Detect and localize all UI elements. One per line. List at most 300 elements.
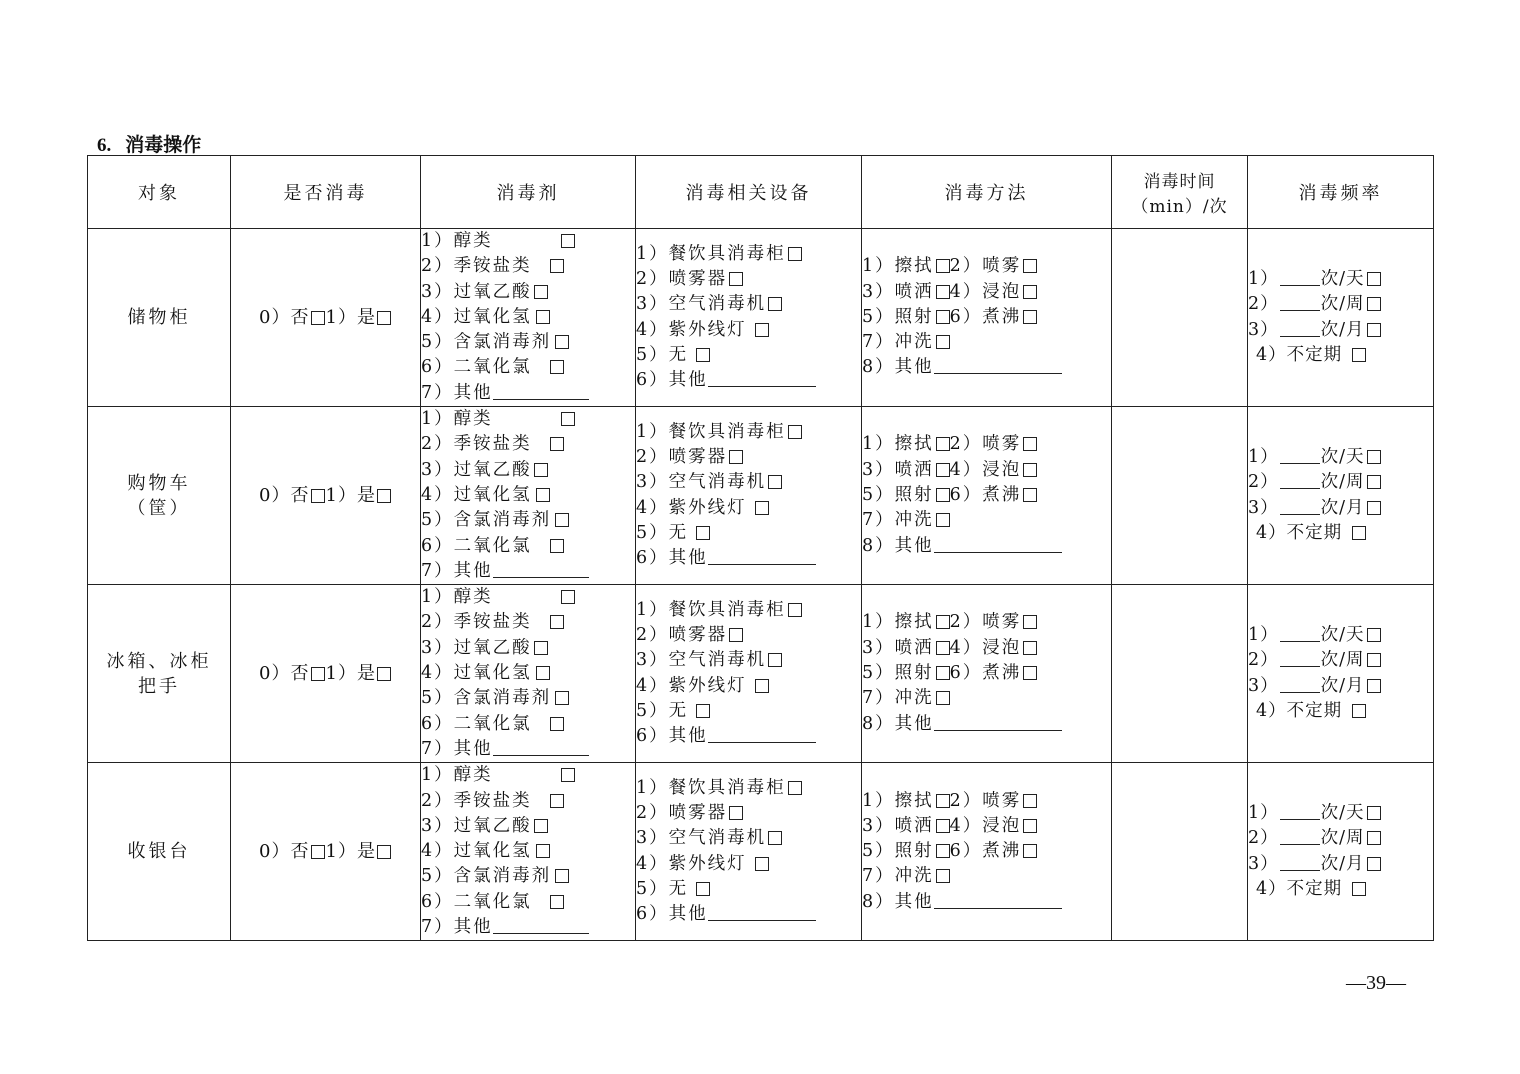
checkbox[interactable] xyxy=(1352,348,1366,362)
checkbox[interactable] xyxy=(536,310,550,324)
agent-option xyxy=(421,763,635,788)
checkbox[interactable] xyxy=(936,259,950,273)
choice-label: 1）是 xyxy=(325,841,376,863)
blank-line[interactable] xyxy=(708,368,816,387)
method-label: 1）擦拭 xyxy=(862,612,934,633)
frequency-irregular: 4）不定期 xyxy=(1256,700,1343,721)
checkbox[interactable] xyxy=(1367,501,1381,515)
header-object: 对象 xyxy=(88,156,231,229)
agent-option xyxy=(421,864,635,889)
checkbox[interactable] xyxy=(536,488,550,502)
frequency-option xyxy=(1248,267,1433,292)
checkbox[interactable] xyxy=(936,844,950,858)
header-disinfect: 是否消毒 xyxy=(231,156,421,229)
frequency-irregular: 4）不定期 xyxy=(1256,879,1343,900)
checkbox[interactable] xyxy=(1023,488,1037,502)
disinfection-table xyxy=(87,155,1434,941)
agent-option xyxy=(421,559,635,584)
blank-line[interactable] xyxy=(1280,267,1320,286)
agent-option xyxy=(421,814,635,839)
checkbox[interactable] xyxy=(729,806,743,820)
method-label: 6）煮沸 xyxy=(949,306,1022,327)
blank-line[interactable] xyxy=(1280,292,1320,311)
choice-label: 0）否 xyxy=(259,841,310,863)
checkbox[interactable] xyxy=(1367,475,1381,489)
method-label: 1）擦拭 xyxy=(862,256,934,277)
checkbox[interactable] xyxy=(755,323,769,337)
equipment-label: 3）空气消毒机 xyxy=(636,650,767,671)
frequency-unit: 次/天 xyxy=(1320,625,1365,646)
frequency-number: 3） xyxy=(1248,675,1279,696)
method-option xyxy=(862,610,1111,635)
time-cell[interactable] xyxy=(1112,229,1248,407)
checkbox[interactable] xyxy=(936,437,950,451)
method-label: 1）擦拭 xyxy=(862,790,934,811)
equipment-option xyxy=(636,877,861,902)
object-cell xyxy=(88,407,231,585)
blank-line[interactable] xyxy=(1280,445,1320,464)
equipment-label: 1）餐饮具消毒柜 xyxy=(636,777,786,798)
checkbox[interactable] xyxy=(1023,285,1037,299)
checkbox[interactable] xyxy=(729,450,743,464)
checkbox[interactable] xyxy=(755,501,769,515)
checkbox[interactable] xyxy=(311,845,325,859)
blank-line[interactable] xyxy=(493,381,589,400)
equipment-option xyxy=(636,420,861,445)
checkbox[interactable] xyxy=(561,590,575,604)
frequency-option xyxy=(1248,292,1433,317)
frequency-number: 1） xyxy=(1248,268,1279,289)
frequency-unit: 次/周 xyxy=(1320,650,1365,671)
agent-label: 6）二氧化氯 xyxy=(421,535,532,556)
checkbox[interactable] xyxy=(1023,844,1037,858)
method-option xyxy=(862,330,1111,355)
checkbox[interactable] xyxy=(755,679,769,693)
frequency-option xyxy=(1248,648,1433,673)
agent-label: 5）含氯消毒剂 xyxy=(421,866,552,887)
checkbox[interactable] xyxy=(377,311,391,325)
equipment-label: 5）无 xyxy=(636,700,689,721)
agent-label: 6）二氧化氯 xyxy=(421,891,532,912)
method-label: 6）煮沸 xyxy=(949,841,1022,862)
frequency-unit: 次/天 xyxy=(1320,803,1365,824)
agent-options xyxy=(421,585,636,763)
checkbox[interactable] xyxy=(534,641,548,655)
checkbox[interactable] xyxy=(1367,450,1381,464)
agent-option xyxy=(421,737,635,762)
frequency-number: 2） xyxy=(1248,650,1279,671)
agent-option xyxy=(421,381,635,406)
checkbox[interactable] xyxy=(936,869,950,883)
agent-options xyxy=(421,763,636,941)
object-cell xyxy=(88,585,231,763)
checkbox[interactable] xyxy=(1023,310,1037,324)
checkbox[interactable] xyxy=(1023,437,1037,451)
agent-option xyxy=(421,534,635,559)
checkbox[interactable] xyxy=(377,845,391,859)
section-number: 6. xyxy=(97,135,112,156)
checkbox[interactable] xyxy=(534,463,548,477)
agent-option xyxy=(421,915,635,940)
checkbox[interactable] xyxy=(561,412,575,426)
method-option xyxy=(862,789,1111,814)
frequency-irregular: 4）不定期 xyxy=(1256,344,1343,365)
checkbox[interactable] xyxy=(1023,666,1037,680)
object-label: 冰箱、冰柜 xyxy=(106,650,212,672)
agent-label: 1）醇类 xyxy=(421,765,493,786)
equipment-option xyxy=(636,826,861,851)
checkbox[interactable] xyxy=(555,869,569,883)
blank-line[interactable] xyxy=(1280,318,1320,337)
checkbox[interactable] xyxy=(936,488,950,502)
section-title xyxy=(97,130,201,157)
disinfect-choice-cell xyxy=(231,763,421,941)
checkbox[interactable] xyxy=(768,831,782,845)
method-label: 3）喷洒 xyxy=(862,637,934,658)
disinfect-choice xyxy=(231,661,420,686)
agent-option xyxy=(421,661,635,686)
method-label: 8）其他 xyxy=(862,713,934,734)
checkbox[interactable] xyxy=(1352,526,1366,540)
method-label: 3）喷洒 xyxy=(862,281,934,302)
method-label: 7）冲洗 xyxy=(862,866,934,887)
method-option xyxy=(862,686,1111,711)
frequency-option xyxy=(1248,470,1433,495)
checkbox[interactable] xyxy=(311,667,325,681)
checkbox[interactable] xyxy=(936,641,950,655)
method-label: 8）其他 xyxy=(862,535,934,556)
checkbox[interactable] xyxy=(555,335,569,349)
agent-label: 1）醇类 xyxy=(421,231,493,251)
method-option xyxy=(862,839,1111,864)
method-option xyxy=(862,508,1111,533)
method-option xyxy=(862,636,1111,661)
checkbox[interactable] xyxy=(788,781,802,795)
checkbox[interactable] xyxy=(536,666,550,680)
agent-label: 1）醇类 xyxy=(421,587,493,608)
equipment-label: 4）紫外线灯 xyxy=(636,497,747,518)
blank-line[interactable] xyxy=(708,546,816,565)
blank-line[interactable] xyxy=(1280,801,1320,820)
equipment-option xyxy=(636,318,861,343)
method-label: 2）喷雾 xyxy=(949,434,1022,455)
checkbox[interactable] xyxy=(936,615,950,629)
blank-line[interactable] xyxy=(934,890,1062,909)
checkbox[interactable] xyxy=(1367,653,1381,667)
checkbox[interactable] xyxy=(936,691,950,705)
agent-label: 6）二氧化氯 xyxy=(421,713,532,734)
blank-line[interactable] xyxy=(1280,852,1320,871)
agent-label: 2）季铵盐类 xyxy=(421,612,532,633)
checkbox[interactable] xyxy=(696,526,710,540)
object-cell xyxy=(88,763,231,941)
blank-line[interactable] xyxy=(1280,648,1320,667)
method-option xyxy=(862,305,1111,330)
object-cell xyxy=(88,229,231,407)
agent-option xyxy=(421,280,635,305)
choice-label: 1）是 xyxy=(325,663,376,685)
table-row xyxy=(88,407,1434,585)
checkbox[interactable] xyxy=(696,882,710,896)
checkbox[interactable] xyxy=(1367,297,1381,311)
agent-option xyxy=(421,508,635,533)
checkbox[interactable] xyxy=(936,463,950,477)
method-option xyxy=(862,814,1111,839)
time-cell[interactable] xyxy=(1112,763,1248,941)
frequency-option xyxy=(1248,801,1433,826)
method-option xyxy=(862,534,1111,559)
header-time-label: 消毒时间 xyxy=(1143,172,1216,192)
agent-label: 2）季铵盐类 xyxy=(421,434,532,455)
checkbox[interactable] xyxy=(788,247,802,261)
method-label: 4）浸泡 xyxy=(949,815,1022,836)
equipment-option xyxy=(636,648,861,673)
equipment-option xyxy=(636,674,861,699)
checkbox[interactable] xyxy=(555,691,569,705)
checkbox[interactable] xyxy=(561,234,575,248)
checkbox[interactable] xyxy=(1352,882,1366,896)
checkbox[interactable] xyxy=(1367,323,1381,337)
checkbox[interactable] xyxy=(561,768,575,782)
method-label: 8）其他 xyxy=(862,357,934,378)
agent-option xyxy=(421,585,635,610)
method-options xyxy=(862,229,1112,407)
disinfect-choice-cell xyxy=(231,229,421,407)
agent-label: 5）含氯消毒剂 xyxy=(421,510,552,531)
method-label: 2）喷雾 xyxy=(949,256,1022,277)
checkbox[interactable] xyxy=(1023,794,1037,808)
method-label: 5）照射 xyxy=(862,484,934,505)
equipment-option xyxy=(636,852,861,877)
method-label: 1）擦拭 xyxy=(862,434,934,455)
equipment-label: 2）喷雾器 xyxy=(636,803,728,824)
method-label: 3）喷洒 xyxy=(862,459,934,480)
frequency-number: 3） xyxy=(1248,853,1279,874)
frequency-option xyxy=(1248,318,1433,343)
frequency-unit: 次/周 xyxy=(1320,294,1365,315)
header-agent: 消毒剂 xyxy=(421,156,636,229)
choice-label: 1）是 xyxy=(325,306,376,328)
blank-line[interactable] xyxy=(493,915,589,934)
method-option xyxy=(862,280,1111,305)
method-label: 2）喷雾 xyxy=(949,612,1022,633)
agent-option xyxy=(421,254,635,279)
equipment-option xyxy=(636,724,861,749)
frequency-option xyxy=(1248,343,1433,368)
frequency-unit: 次/周 xyxy=(1320,828,1365,849)
agent-option xyxy=(421,432,635,457)
checkbox[interactable] xyxy=(550,895,564,909)
checkbox[interactable] xyxy=(1023,641,1037,655)
method-label: 5）照射 xyxy=(862,306,934,327)
checkbox[interactable] xyxy=(936,819,950,833)
equipment-label: 1）餐饮具消毒柜 xyxy=(636,421,786,442)
checkbox[interactable] xyxy=(550,360,564,374)
frequency-number: 3） xyxy=(1248,497,1279,518)
checkbox[interactable] xyxy=(1367,831,1381,845)
agent-label: 3）过氧乙酸 xyxy=(421,281,532,302)
checkbox[interactable] xyxy=(555,513,569,527)
blank-line[interactable] xyxy=(934,534,1062,553)
time-cell[interactable] xyxy=(1112,585,1248,763)
equipment-option xyxy=(636,292,861,317)
frequency-unit: 次/周 xyxy=(1320,472,1365,493)
checkbox[interactable] xyxy=(768,297,782,311)
checkbox[interactable] xyxy=(536,844,550,858)
checkbox[interactable] xyxy=(550,539,564,553)
checkbox[interactable] xyxy=(1367,857,1381,871)
header-time-unit: （min）/次 xyxy=(1131,197,1228,217)
agent-option xyxy=(421,483,635,508)
equipment-option xyxy=(636,343,861,368)
checkbox[interactable] xyxy=(311,311,325,325)
checkbox[interactable] xyxy=(311,489,325,503)
method-option xyxy=(862,483,1111,508)
agent-options xyxy=(421,229,636,407)
equipment-label: 4）紫外线灯 xyxy=(636,853,747,874)
frequency-options xyxy=(1248,585,1434,763)
checkbox[interactable] xyxy=(696,704,710,718)
method-options xyxy=(862,585,1112,763)
checkbox[interactable] xyxy=(377,667,391,681)
frequency-unit: 次/天 xyxy=(1320,447,1365,468)
equipment-option xyxy=(636,521,861,546)
header-frequency: 消毒频率 xyxy=(1248,156,1434,229)
checkbox[interactable] xyxy=(755,857,769,871)
agent-label: 5）含氯消毒剂 xyxy=(421,332,552,353)
time-cell[interactable] xyxy=(1112,407,1248,585)
blank-line[interactable] xyxy=(1280,674,1320,693)
method-label: 7）冲洗 xyxy=(862,688,934,709)
equipment-option xyxy=(636,242,861,267)
checkbox[interactable] xyxy=(1023,259,1037,273)
checkbox[interactable] xyxy=(1367,679,1381,693)
equipment-option xyxy=(636,496,861,521)
frequency-number: 3） xyxy=(1248,319,1279,340)
agent-option xyxy=(421,712,635,737)
blank-line[interactable] xyxy=(1280,826,1320,845)
blank-line[interactable] xyxy=(1280,623,1320,642)
equipment-label: 4）紫外线灯 xyxy=(636,319,747,340)
checkbox[interactable] xyxy=(936,513,950,527)
blank-line[interactable] xyxy=(1280,496,1320,515)
frequency-unit: 次/月 xyxy=(1320,853,1365,874)
method-label: 8）其他 xyxy=(862,891,934,912)
agent-label: 4）过氧化氢 xyxy=(421,841,532,862)
equipment-option xyxy=(636,445,861,470)
method-label: 3）喷洒 xyxy=(862,815,934,836)
checkbox[interactable] xyxy=(1352,704,1366,718)
choice-label: 0）否 xyxy=(259,484,310,506)
checkbox[interactable] xyxy=(1367,272,1381,286)
frequency-number: 2） xyxy=(1248,828,1279,849)
agent-label: 6）二氧化氯 xyxy=(421,357,532,378)
checkbox[interactable] xyxy=(1023,615,1037,629)
equipment-option xyxy=(636,776,861,801)
agent-label: 4）过氧化氢 xyxy=(421,663,532,684)
equipment-label: 2）喷雾器 xyxy=(636,447,728,468)
checkbox[interactable] xyxy=(936,666,950,680)
checkbox[interactable] xyxy=(788,603,802,617)
equipment-label: 5）无 xyxy=(636,522,689,543)
method-option xyxy=(862,355,1111,380)
checkbox[interactable] xyxy=(550,259,564,273)
checkbox[interactable] xyxy=(768,475,782,489)
method-label: 7）冲洗 xyxy=(862,332,934,353)
equipment-label: 2）喷雾器 xyxy=(636,625,728,646)
checkbox[interactable] xyxy=(729,272,743,286)
checkbox[interactable] xyxy=(768,653,782,667)
equipment-options xyxy=(636,763,862,941)
blank-line[interactable] xyxy=(708,724,816,743)
method-label: 6）煮沸 xyxy=(949,663,1022,684)
agent-option xyxy=(421,305,635,330)
agent-label: 3）过氧乙酸 xyxy=(421,459,532,480)
checkbox[interactable] xyxy=(936,310,950,324)
table-row xyxy=(88,229,1434,407)
frequency-option xyxy=(1248,826,1433,851)
blank-line[interactable] xyxy=(934,355,1062,374)
checkbox[interactable] xyxy=(550,717,564,731)
checkbox[interactable] xyxy=(550,615,564,629)
frequency-number: 1） xyxy=(1248,803,1279,824)
object-label: （筐） xyxy=(127,497,191,519)
checkbox[interactable] xyxy=(729,628,743,642)
checkbox[interactable] xyxy=(696,348,710,362)
blank-line[interactable] xyxy=(1280,470,1320,489)
checkbox[interactable] xyxy=(1367,628,1381,642)
checkbox[interactable] xyxy=(377,489,391,503)
checkbox[interactable] xyxy=(788,425,802,439)
header-equipment: 消毒相关设备 xyxy=(636,156,862,229)
checkbox[interactable] xyxy=(1023,463,1037,477)
checkbox[interactable] xyxy=(1367,806,1381,820)
agent-label: 7）其他 xyxy=(421,560,493,581)
blank-line[interactable] xyxy=(493,559,589,578)
frequency-option xyxy=(1248,496,1433,521)
agent-option xyxy=(421,229,635,254)
agent-label: 7）其他 xyxy=(421,382,493,403)
checkbox[interactable] xyxy=(936,285,950,299)
checkbox[interactable] xyxy=(534,819,548,833)
blank-line[interactable] xyxy=(708,902,816,921)
object-label: 把手 xyxy=(138,675,180,697)
frequency-options xyxy=(1248,229,1434,407)
method-label: 6）煮沸 xyxy=(949,484,1022,505)
frequency-unit: 次/月 xyxy=(1320,497,1365,518)
checkbox[interactable] xyxy=(550,794,564,808)
blank-line[interactable] xyxy=(934,712,1062,731)
agent-label: 3）过氧乙酸 xyxy=(421,815,532,836)
checkbox[interactable] xyxy=(936,335,950,349)
checkbox[interactable] xyxy=(936,794,950,808)
equipment-options xyxy=(636,229,862,407)
equipment-label: 3）空气消毒机 xyxy=(636,472,767,493)
checkbox[interactable] xyxy=(1023,819,1037,833)
equipment-label: 3）空气消毒机 xyxy=(636,294,767,315)
agent-label: 4）过氧化氢 xyxy=(421,306,532,327)
object-label: 收银台 xyxy=(127,841,191,863)
checkbox[interactable] xyxy=(534,285,548,299)
page-number: —39— xyxy=(1346,972,1406,994)
checkbox[interactable] xyxy=(550,437,564,451)
agent-option xyxy=(421,407,635,432)
object-label: 购物车 xyxy=(127,472,191,494)
blank-line[interactable] xyxy=(493,737,589,756)
method-option xyxy=(862,432,1111,457)
agent-option xyxy=(421,686,635,711)
equipment-label: 1）餐饮具消毒柜 xyxy=(636,243,786,264)
